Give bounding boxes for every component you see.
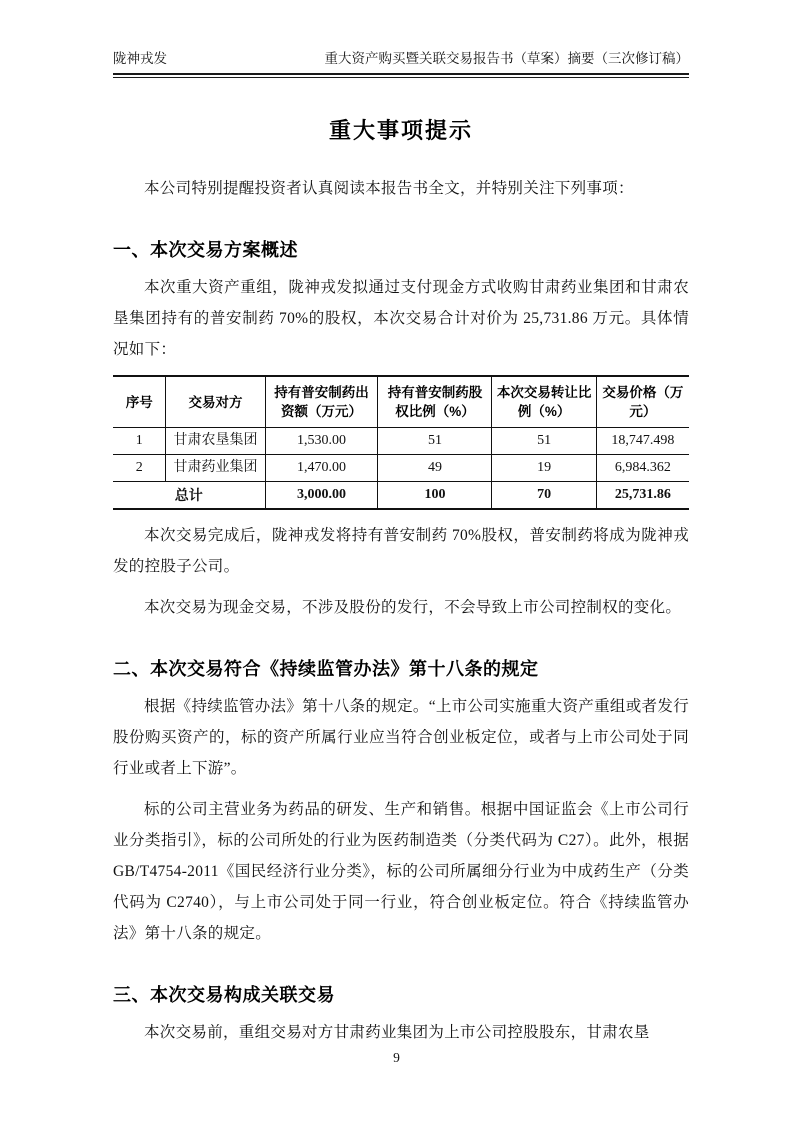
total-price: 25,731.86 [596, 482, 689, 510]
cell-capital-contribution: 1,530.00 [265, 428, 378, 455]
section-3-heading: 三、本次交易构成关联交易 [113, 985, 335, 1005]
table-total-row [113, 482, 689, 510]
section-1-paragraph-1: 本次重大资产重组，陇神戎发拟通过支付现金方式收购甘肃药业集团和甘肃农垦集团持有的普安制药 70%的股权，本次交易合计对价为 25,731.86 万元。具体情况如下： [113, 279, 689, 358]
cell-price: 18,747.498 [596, 428, 689, 455]
cell-equity-ratio: 49 [378, 455, 492, 482]
cell-equity-ratio: 51 [378, 428, 492, 455]
intro-paragraph: 本公司特别提醒投资者认真阅读本报告书全文，并特别关注下列事项： [144, 180, 634, 197]
page-title: 重大事项提示 [328, 118, 473, 143]
total-capital-contribution: 3,000.00 [265, 482, 378, 510]
section-2-heading: 二、本次交易符合《持续监管办法》第十八条的规定 [113, 659, 539, 679]
cell-counterparty: 甘肃农垦集团 [166, 428, 265, 455]
cell-price: 6,984.362 [596, 455, 689, 482]
section-1-paragraph-2: 本次交易完成后，陇神戎发将持有普安制药 70%股权，普安制药将成为陇神戎发的控股子公司。 [113, 527, 689, 575]
total-equity-ratio: 100 [378, 482, 492, 510]
col-header-transfer-ratio: 本次交易转让比例（%） [492, 376, 596, 428]
page-number: 9 [393, 1050, 400, 1065]
cell-counterparty: 甘肃药业集团 [166, 455, 265, 482]
cell-index: 1 [113, 428, 166, 455]
running-header [113, 50, 689, 73]
total-transfer-ratio: 70 [492, 482, 596, 510]
total-label: 总计 [113, 482, 265, 510]
section-2-paragraph-1: 根据《持续监管办法》第十八条的规定。“上市公司实施重大资产重组或者发行股份购买资产的，标的资产所属行业应当符合创业板定位，或者与上市公司处于同行业或者上下游”。 [113, 698, 689, 777]
cell-capital-contribution: 1,470.00 [265, 455, 378, 482]
table-header-row [113, 376, 689, 428]
table-row [113, 428, 689, 455]
col-header-equity-ratio: 持有普安制药股权比例（%） [378, 376, 492, 428]
table-row [113, 455, 689, 482]
col-header-index: 序号 [113, 376, 166, 428]
header-rule [113, 73, 689, 78]
section-2-paragraph-2: 标的公司主营业务为药品的研发、生产和销售。根据中国证监会《上市公司行业分类指引》，标的公司所处的行业为医药制造类（分类代码为 C27）。此外，根据 GB/T4754-2011《国民经济行业分类》，标的公司所属细分行业为中成药生产（分类代码为 C2740），与上市公司处于同一行业，符合创业板定位。符合《持续监管办法》第十八条的规定。 [113, 801, 689, 942]
transaction-summary-table [113, 375, 689, 510]
col-header-capital-contribution: 持有普安制药出资额（万元） [265, 376, 378, 428]
header-document-name: 重大资产购买暨关联交易报告书（草案）摘要（三次修订稿） [324, 51, 689, 66]
cell-index: 2 [113, 455, 166, 482]
section-3-paragraph-1: 本次交易前，重组交易对方甘肃药业集团为上市公司控股股东，甘肃农垦 [144, 1024, 650, 1041]
col-header-price: 交易价格（万元） [596, 376, 689, 428]
section-1-paragraph-3: 本次交易为现金交易，不涉及股份的发行，不会导致上市公司控制权的变化。 [144, 599, 682, 616]
cell-transfer-ratio: 51 [492, 428, 596, 455]
section-1-heading: 一、本次交易方案概述 [113, 240, 298, 260]
col-header-counterparty: 交易对方 [166, 376, 265, 428]
cell-transfer-ratio: 19 [492, 455, 596, 482]
header-company-name: 陇神戎发 [113, 51, 167, 66]
